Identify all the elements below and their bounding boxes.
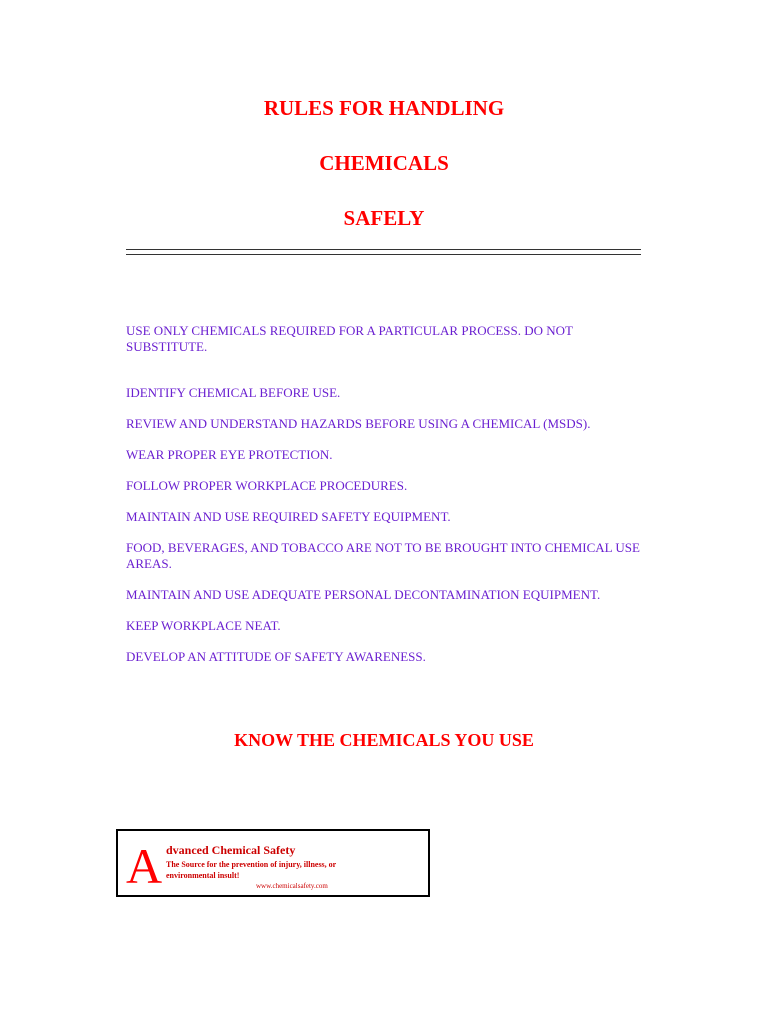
document-title-line-2: CHEMICALS [319,151,449,175]
double-rule-bottom [126,254,641,255]
rule-item: REVIEW AND UNDERSTAND HAZARDS BEFORE USING A CHEMICAL (MSDS). [126,416,591,431]
rules-list [126,323,646,680]
closing-heading: KNOW THE CHEMICALS YOU USE [234,730,534,750]
rule-item: FOLLOW PROPER WORKPLACE PROCEDURES. [126,478,408,493]
document-title-line-1: RULES FOR HANDLING [263,96,505,120]
logo-tagline: The Source for the prevention of injury, illness, or environmental insult! [166,860,337,880]
company-logo-box [116,829,430,897]
logo-company-name: dvanced Chemical Safety [166,843,296,857]
rule-item: WEAR PROPER EYE PROTECTION. [126,447,333,462]
document-title-line-3: SAFELY [343,206,425,230]
rule-item: KEEP WORKPLACE NEAT. [126,618,281,633]
logo-letter: A [126,838,163,894]
double-rule-top [126,249,641,250]
rule-item: MAINTAIN AND USE ADEQUATE PERSONAL DECONTAMINATION EQUIPMENT. [126,587,601,602]
rule-item: IDENTIFY CHEMICAL BEFORE USE. [126,385,341,400]
rule-item: USE ONLY CHEMICALS REQUIRED FOR A PARTICULAR PROCESS. DO NOT SUBSTITUTE. [126,323,573,354]
rule-item: DEVELOP AN ATTITUDE OF SAFETY AWARENESS. [126,649,426,664]
rule-item: FOOD, BEVERAGES, AND TOBACCO ARE NOT TO BE BROUGHT INTO CHEMICAL USE AREAS. [126,540,640,571]
rule-item: MAINTAIN AND USE REQUIRED SAFETY EQUIPMENT. [126,509,451,524]
logo-url: www.chemicalsafety.com [256,882,328,890]
